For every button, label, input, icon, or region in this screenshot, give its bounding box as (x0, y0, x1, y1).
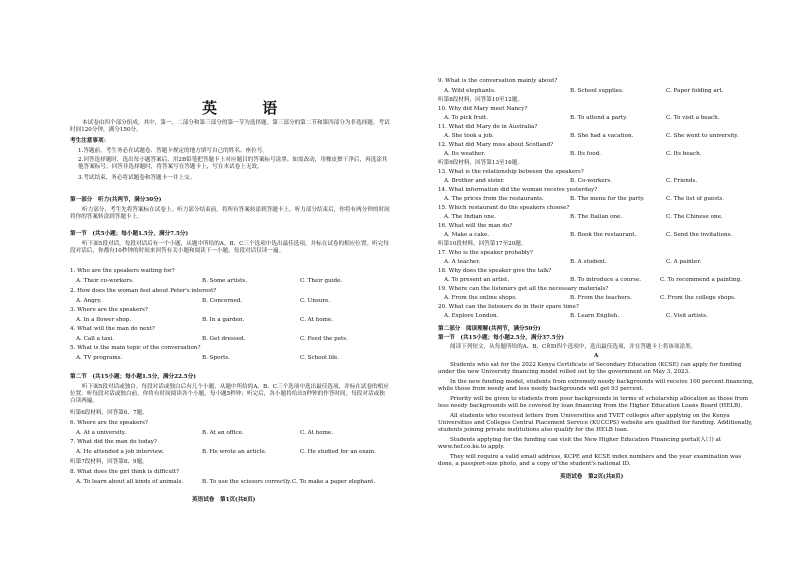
listen-7-note: 听第7段材料，回答第8、9题。 (70, 459, 148, 465)
question-20: 20. What can the listeners do in their spare time? (438, 304, 579, 310)
q16-option-a: A. Make a cake. (444, 232, 490, 238)
q20-option-a: A. Explore London. (444, 313, 499, 319)
part2-heading: 第二部分 阅读理解(共两节，满分50分) (438, 326, 541, 332)
q17-option-c: C. A painter. (666, 259, 702, 265)
q4-option-c: C. Feed the pets. (300, 336, 348, 342)
question-19: 19. Where can the listeners get all the necessary materials? (438, 286, 609, 292)
question-12: 12. What did Mary miss about Scotland? (438, 142, 554, 148)
q8-option-c: C. To make a paper elephant. (292, 479, 376, 485)
q3-option-a: A. In a flower shop. (76, 317, 132, 323)
passage-paragraph-6: They will require a valid email address, KCPE and KCSE index numbers and the year examination was done, a passport-size photo, and a copy of the student's national ID. (438, 454, 742, 467)
question-10: 10. Why did Mary meet Nancy? (438, 106, 528, 112)
q10-option-a: A. To pick fruit. (444, 115, 488, 121)
q12-option-c: C. Its beach. (666, 151, 702, 157)
question-17: 17. Who is the speaker probably? (438, 250, 533, 256)
q7-option-b: B. He wrote an article. (202, 449, 267, 455)
question-16: 16. What will the man do? (438, 223, 513, 229)
question-9: 9. What is the conversation mainly about? (438, 78, 558, 84)
notice-1: 1.答题前，考生务必在试题卷、答题卡规定的地方填写自己的姓名、座位号。 (78, 148, 268, 154)
q5-option-a: A. TV programs. (76, 355, 123, 361)
part2-section-heading: 第一节 (共15小题；每小题2.5分，满分37.5分) (438, 335, 564, 341)
q12-option-b: B. Its food. (570, 151, 601, 157)
q17-option-a: A. A teacher. (444, 259, 481, 265)
page-1-footer: 英语试卷 第1页(共8页) (192, 497, 256, 503)
q9-option-b: B. School supplies. (570, 88, 624, 94)
page-2-footer: 英语试卷 第2页(共8页) (560, 474, 624, 480)
q4-option-a: A. Call a taxi. (76, 336, 114, 342)
q15-option-b: B. The Italian one. (570, 214, 623, 220)
q20-option-c: C. Visit artists. (666, 313, 708, 319)
q10-option-b: B. To attend a party. (570, 115, 628, 121)
section2-heading: 第二节 (共15小题；每小题1.5分，满分22.5分) (70, 374, 196, 380)
page-2 (438, 0, 758, 561)
listen-8-note: 听第8段材料，回答第10至12题。 (438, 97, 523, 103)
q19-option-a: A. From the online shops. (444, 295, 517, 301)
part2-note: 阅读下列短文，从每题所给的A、B、C和D四个选项中，选出最佳选项，并在答题卡上将该项涂黑。 (450, 344, 697, 350)
notice-2: 2.回答选择题时，选出每小题答案后，用2B铅笔把答题卡上对应题目的答案标号涂黑。如需改动，用橡皮擦干净后，再选涂其他答案标号。回答非选择题时，将答案写在答题卡上，写在本试卷上无效。 (78, 157, 388, 170)
q19-option-b: B. From the teachers. (570, 295, 632, 301)
q5-option-b: B. Sports. (202, 355, 231, 361)
q15-option-a: A. The Indian one. (444, 214, 496, 220)
exam-intro: 本试卷由四个部分组成。其中，第一、二部分和第三部分的第一节为选择题。第三部分的第二节和第四部分为非选择题。考试时间120分钟，满分150分。 (70, 120, 390, 133)
q13-option-b: B. Co-workers. (570, 178, 613, 184)
q6-option-c: C. At home. (300, 430, 333, 436)
q6-option-b: B. At an office. (202, 430, 244, 436)
q17-option-b: B. A student. (570, 259, 607, 265)
question-6: 6. Where are the speakers? (70, 420, 148, 426)
q19-option-c: C. From the college shops. (660, 295, 736, 301)
listen-10-note: 听第10段材料，回答第17至20题。 (438, 241, 527, 247)
exam-title: 英 语 (202, 99, 298, 117)
q8-option-b: B. To use the scissors correctly. (202, 479, 292, 485)
q11-option-b: B. She had a vacation. (570, 133, 634, 139)
passage-paragraph-3: Priority will be given to students from poor backgrounds in terms of scholarship allocation as those from less needy backgrounds will be covered by loan financing from the Higher Education Loans Board (HELB). (438, 396, 749, 409)
q18-option-b: B. To introduce a course. (570, 277, 642, 283)
q8-option-a: A. To learn about all kinds of animals. (76, 479, 184, 485)
section2-note: 听下面5段对话或独白。每段对话或独白后有几个小题，从题中所给的A、B、C三个选项中选出最佳选项，并标在试卷的相应位置。听每段对话或独白前，你将有时间阅读各个小题，每小题5秒钟；听完后，各小题将给出5秒钟的作答时间。每段对话或独白读两遍。 (70, 384, 389, 404)
section1-heading: 第一节 (共5小题；每小题1.5分，满分7.5分) (70, 231, 189, 237)
q1-option-c: C. Their guide. (300, 278, 343, 284)
passage-letter: A (594, 353, 599, 359)
question-2: 2. How does the woman feel about Peter's interest? (70, 288, 217, 294)
q3-option-b: B. In a garden. (202, 317, 245, 323)
q11-option-c: C. She went to university. (666, 133, 739, 139)
q5-option-c: C. School life. (300, 355, 340, 361)
notice-3: 3.考试结束，务必将试题卷和答题卡一并上交。 (78, 175, 196, 181)
question-13: 13. What is the relationship between the speakers? (438, 169, 584, 175)
passage-paragraph-1: Students who sat for the 2022 Kenya Certificate of Secondary Education (KCSE) can apply for funding under the new University financing model rolled out by the government on May 3, 2023. (438, 362, 742, 375)
q13-option-a: A. Brother and sister. (444, 178, 505, 184)
q12-option-a: A. Its weather. (444, 151, 486, 157)
q9-option-c: C. Paper folding art. (666, 88, 724, 94)
q7-option-c: C. He studied for an exam. (300, 449, 376, 455)
q18-option-a: A. To present an artist. (444, 277, 510, 283)
q1-option-a: A. Their co-workers. (76, 278, 134, 284)
question-7: 7. What did the man do today? (70, 439, 157, 445)
q16-option-c: C. Send the invitations. (666, 232, 733, 238)
q2-option-a: A. Angry. (76, 298, 102, 304)
passage-paragraph-2: In the new funding model, students from extremely needy backgrounds will receive 100 percent financing, while those from needy and less needy backgrounds will get 93 percent. (438, 379, 754, 392)
part1-note: 听力部分，考生先将答案标在试卷上。听力部分结束前，将所有答案转涂到答题卡上。听力部分结束后，你将有两分钟的时间将你的答案转涂到答题卡上。 (70, 207, 390, 220)
q2-option-c: C. Unsure. (300, 298, 331, 304)
q14-option-c: C. The list of guests. (666, 196, 725, 202)
listen-6-note: 听第6段材料，回答第6、7题。 (70, 410, 148, 416)
q1-option-b: B. Some artists. (202, 278, 248, 284)
part1-heading: 第一部分 听力(共两节，满分30分) (70, 197, 162, 203)
q18-option-c: C. To recommend a painting. (660, 277, 742, 283)
q10-option-c: C. To visit a beach. (666, 115, 720, 121)
q7-option-a: A. He attended a job interview. (76, 449, 164, 455)
question-1: 1. Who are the speakers waiting for? (70, 268, 175, 274)
q11-option-a: A. She took a job. (444, 133, 494, 139)
q16-option-b: B. Book the restaurant. (570, 232, 637, 238)
section1-note: 听下面5段对话。每段对话后有一个小题，从题中所给的A、B、C三个选项中选出最佳选项，并标在试卷的相应位置。听完每段对话后，你都有10秒钟的时间来回答有关小题和阅读下一小题。每段对话仅读一遍。 (70, 241, 389, 254)
question-14: 14. What information did the woman receive yesterday? (438, 187, 598, 193)
page-1 (70, 0, 390, 561)
q14-option-a: A. The prices from the restaurants. (444, 196, 544, 202)
question-4: 4. What will the man do next? (70, 326, 155, 332)
listen-9-note: 听第9段材料，回答第13至16题。 (438, 160, 523, 166)
q13-option-c: C. Friends. (666, 178, 698, 184)
question-8: 8. What does the girl think is difficult? (70, 469, 180, 475)
passage-paragraph-5: Students applying for the funding can visit the New Higher Education Financing portal(入口) at www.hef.co.ke.to apply. (438, 437, 722, 450)
question-3: 3. Where are the speakers? (70, 307, 148, 313)
q20-option-b: B. Learn English. (570, 313, 620, 319)
question-11: 11. What did Mary do in Australia? (438, 124, 538, 130)
question-15: 15. Which restaurant do the speakers choose? (438, 205, 570, 211)
q3-option-c: C. At home. (300, 317, 333, 323)
q15-option-c: C. The Chinese one. (666, 214, 723, 220)
q6-option-a: A. At a university. (76, 430, 126, 436)
q2-option-b: B. Concerned. (202, 298, 243, 304)
passage-paragraph-4: All students who received letters from Universities and TVET colleges after applying on the Kenya Universities and Colleges Central Placement Service (KUCCPS) website are qualified for funding. Additionally, students joining private institutions also qualify for the HELB loan. (438, 413, 753, 433)
q4-option-b: B. Get dressed. (202, 336, 246, 342)
question-5: 5. What is the main topic of the conversation? (70, 345, 201, 351)
q9-option-a: A. Wild elephants. (444, 88, 496, 94)
q14-option-b: B. The menu for the party. (570, 196, 645, 202)
question-18: 18. Why does the speaker give the talk? (438, 268, 552, 274)
notice-heading: 考生注意事项： (70, 138, 110, 144)
